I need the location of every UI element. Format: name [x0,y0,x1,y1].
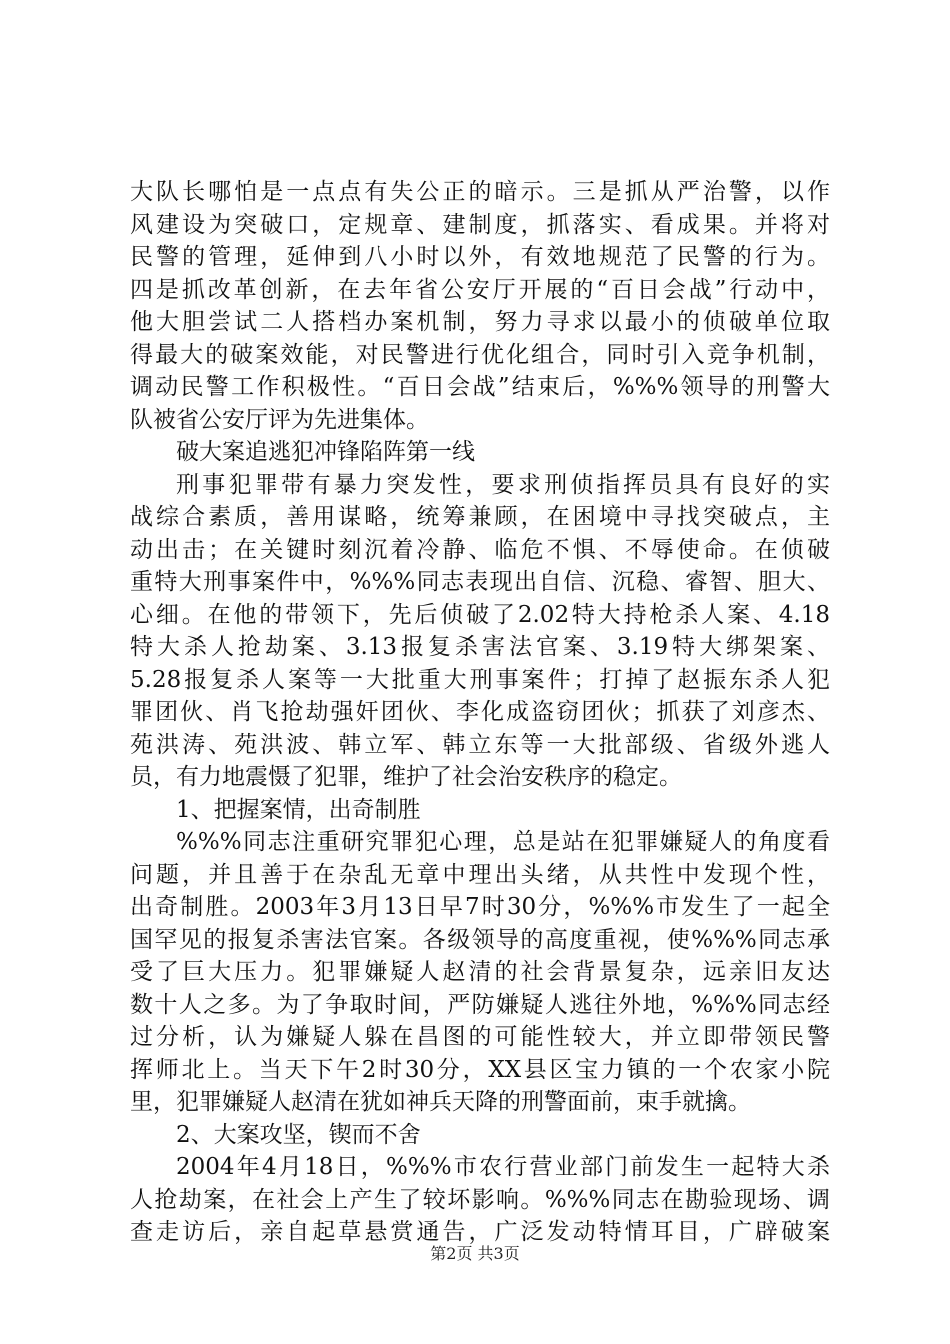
text-line: 大队长哪怕是一点点有失公正的暗示。三是抓从严治警，以作 [130,179,830,205]
text-line: %%%同志注重研究罪犯心理，总是站在犯罪嫌疑人的角度看 [176,829,830,855]
text-line: 调动民警工作积极性。“百日会战”结束后，%%%领导的刑警大 [130,374,830,400]
text-line: 战综合素质，善用谋略，统筹兼顾，在困境中寻找突破点，主 [130,504,830,530]
text-line: 刑事犯罪带有暴力突发性，要求刑侦指挥员具有良好的实 [176,471,830,498]
document-body [130,176,830,1249]
section-heading: 2、大案攻坚，锲而不舍 [176,1121,421,1148]
section-heading: 破大案追逃犯冲锋陷阵第一线 [176,439,475,465]
text-line: 四是抓改革创新，在去年省公安厅开展的“百日会战”行动中， [130,276,830,303]
text-line: 出奇制胜。2003年3月13日早7时30分，%%%市发生了一起全 [130,894,830,920]
text-line: 5.28报复杀人案等一大批重大刑事案件；打掉了赵振东杀人犯 [130,666,830,693]
text-line: 动出击；在关键时刻沉着冷静、临危不惧、不辱使命。在侦破 [130,536,830,563]
text-line: 罪团伙、肖飞抢劫强奸团伙、李化成盗窃团伙；抓获了刘彦杰、 [130,699,830,725]
text-line: 2004年4月18日，%%%市农行营业部门前发生一起特大杀 [176,1154,830,1180]
text-line: 过分析，认为嫌疑人躲在昌图的可能性较大，并立即带领民警 [130,1024,830,1050]
page-footer: 第2页 共3页 [430,1244,520,1263]
text-line: 队被省公安厅评为先进集体。 [130,406,429,433]
text-line: 里，犯罪嫌疑人赵清在犹如神兵天降的刑警面前，束手就擒。 [130,1089,751,1115]
text-line: 查走访后，亲自起草悬赏通告，广泛发动特情耳目，广辟破案 [130,1219,830,1245]
section-heading: 1、把握案情，出奇制胜 [176,796,421,823]
text-line: 民警的管理，延伸到八小时以外，有效地规范了民警的行为。 [130,244,830,270]
text-line: 问题，并且善于在杂乱无章中理出头绪，从共性中发现个性， [130,861,830,888]
text-line: 人抢劫案，在社会上产生了较坏影响。%%%同志在勘验现场、调 [130,1186,830,1213]
text-line: 特大杀人抢劫案、3.13报复杀害法官案、3.19特大绑架案、 [130,634,830,660]
text-line: 心细。在他的带领下，先后侦破了2.02特大持枪杀人案、4.18 [130,601,830,628]
text-line: 员，有力地震慑了犯罪，维护了社会治安秩序的稳定。 [130,764,682,790]
text-line: 数十人之多。为了争取时间，严防嫌疑人逃往外地，%%%同志经 [130,991,830,1018]
text-line: 受了巨大压力。犯罪嫌疑人赵清的社会背景复杂，远亲旧友达 [130,959,830,985]
text-line: 挥师北上。当天下午2时30分，XX县区宝力镇的一个农家小院 [130,1056,830,1083]
text-line: 风建设为突破口，定规章、建制度，抓落实、看成果。并将对 [130,211,830,238]
text-line: 得最大的破案效能，对民警进行优化组合，同时引入竞争机制， [130,341,830,368]
text-line: 他大胆尝试二人搭档办案机制，努力寻求以最小的侦破单位取 [130,309,830,335]
text-line: 国罕见的报复杀害法官案。各级领导的高度重视，使%%%同志承 [130,926,830,953]
text-line: 重特大刑事案件中，%%%同志表现出自信、沉稳、睿智、胆大、 [130,569,830,595]
text-line: 苑洪涛、苑洪波、韩立军、韩立东等一大批部级、省级外逃人 [130,731,830,758]
